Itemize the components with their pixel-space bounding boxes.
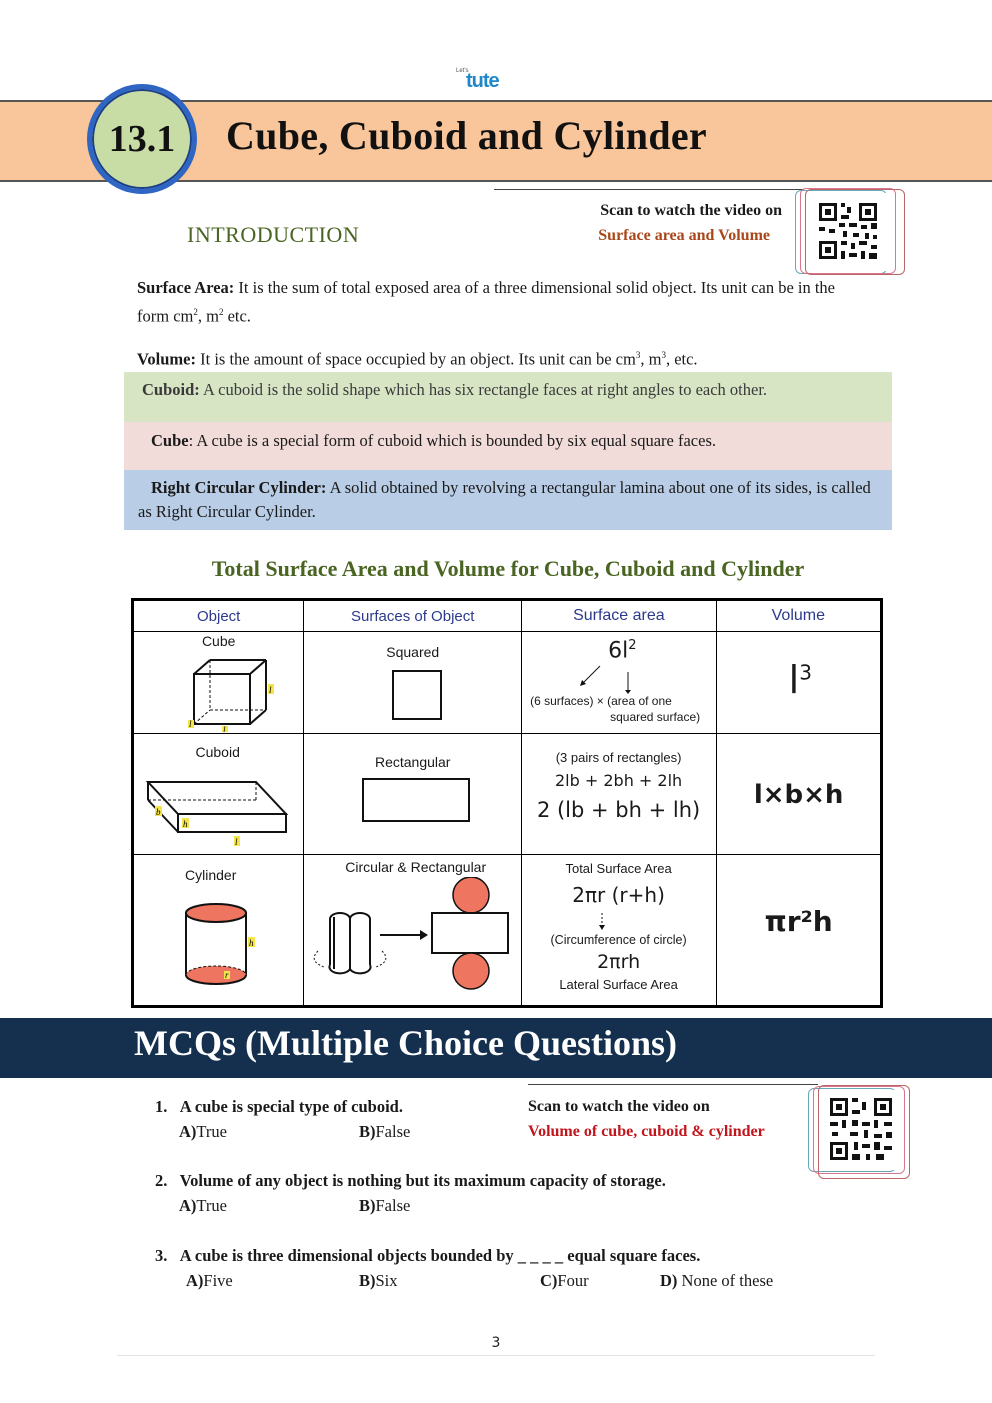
q2-option-b[interactable]: B)False (359, 1196, 411, 1215)
down-arrow-icon (594, 911, 614, 931)
cuboid-volume-formula: l×b×h (753, 780, 844, 811)
cube-object-cell (133, 632, 304, 734)
cylinder-label: Cylinder (185, 866, 237, 883)
header-volume: Volume (716, 600, 881, 632)
header-object: Object (133, 600, 304, 632)
cylinder-surface-label: Circular & Rectangular (345, 858, 487, 875)
qr-code-icon-2[interactable] (822, 1090, 902, 1170)
table-row-cylinder (133, 854, 882, 1006)
question-3: 3. A cube is three dimensional objects bounded by _ _ _ _ equal square faces. (155, 1246, 701, 1265)
cuboid-sa-formula1: 2lb + 2bh + 2lh (555, 771, 683, 791)
cuboid-surface-label: Rectangular (374, 754, 451, 771)
cuboid-object-cell (133, 734, 304, 854)
header-surfaces: Surfaces of Object (304, 600, 522, 632)
cylinder-surface-area-cell (522, 854, 717, 1006)
cylinder-volume-cell (716, 854, 881, 1006)
cylinder-sa-title: Total Surface Area (565, 860, 672, 876)
surface-area-definition: Surface Area: It is the sum of total exposed area of a three dimensional solid object. Its unit can be in the form $cm^2$, $m^2$ etc. (137, 278, 836, 326)
cuboid-drawing-icon (142, 770, 302, 850)
cube-sa-note2: squared surface) (610, 710, 701, 725)
svg-text:h: h (183, 819, 188, 830)
cuboid-label: Cuboid (195, 744, 240, 761)
svg-text:l: l (269, 685, 272, 696)
shapes-formula-table (131, 598, 883, 1008)
svg-text:l: l (189, 719, 192, 730)
q1-option-a[interactable]: A)True (179, 1122, 227, 1141)
cylinder-definition-band: Right Circular Cylinder: A solid obtained by revolving a rectangular lamina about one of its sides, is called as Right Circular Cylinder. (124, 470, 892, 530)
svg-text:r: r (225, 969, 229, 980)
table-title: Total Surface Area and Volume for Cube, Cuboid and Cylinder (211, 556, 805, 581)
cuboid-volume-cell (716, 734, 881, 854)
cube-definition-band: Cube: A cube is a special form of cuboid which is bounded by six equal square faces. (124, 422, 892, 470)
cube-volume-cell (716, 632, 881, 734)
rectangle-shape (362, 778, 470, 822)
question-2: 2. Volume of any object is nothing but its maximum capacity of storage. (155, 1171, 666, 1190)
cube-surface-label: Squared (386, 644, 440, 661)
scan-topic-link[interactable]: Surface area and Volume (598, 227, 770, 244)
cylinder-sa-formula2: 2πrh (597, 950, 641, 973)
cube-surface-cell (304, 632, 522, 734)
cube-sa-note1: (6 surfaces) × (area of one (530, 694, 672, 709)
scan-instruction-2: Scan to watch the video on (528, 1098, 710, 1115)
question-1: 1. A cube is special type of cuboid. (155, 1097, 403, 1116)
cylinder-net-icon (308, 877, 518, 1005)
cuboid-sa-formula2: 2 (lb + bh + lh) (536, 798, 701, 823)
scan-instruction: Scan to watch the video on (600, 202, 782, 219)
cuboid-definition-band: Cuboid: A cuboid is the solid shape which has six rectangle faces at right angles to each other. (124, 372, 892, 422)
cylinder-volume-formula: πr²h (764, 904, 833, 938)
cylinder-object-cell (133, 854, 304, 1006)
cylinder-sa-formula1: 2πr (r+h) (572, 882, 665, 907)
svg-text:l: l (223, 725, 226, 733)
square-shape (392, 670, 442, 720)
introduction-heading: INTRODUCTION (187, 222, 360, 247)
svg-text:b: b (156, 807, 161, 818)
svg-text:h: h (249, 937, 254, 948)
table-row-cuboid (133, 734, 882, 854)
scan-divider (494, 189, 804, 190)
cuboid-surface-area-cell (522, 734, 717, 854)
page-number: 3 (491, 1335, 501, 1351)
q2-option-a[interactable]: A)True (179, 1196, 227, 1215)
cylinder-sa-footer: Lateral Surface Area (559, 976, 678, 992)
q3-option-a[interactable]: A)Five (186, 1271, 233, 1290)
q1-option-b[interactable]: B)False (359, 1122, 411, 1141)
cube-volume-formula: $l^3$ (788, 658, 812, 703)
cube-drawing-icon (186, 654, 286, 732)
cylinder-drawing-icon (178, 901, 268, 991)
cube-surface-area-cell (522, 632, 717, 734)
q3-option-c[interactable]: C)Four (540, 1271, 589, 1290)
table-row-cube (133, 632, 882, 734)
qr-code-icon[interactable] (809, 193, 891, 271)
cylinder-sa-note: (Circumference of circle) (550, 932, 687, 947)
q3-option-d[interactable]: D) None of these (660, 1271, 774, 1290)
cuboid-surface-cell (304, 734, 522, 854)
header-surface-area: Surface area (522, 600, 717, 632)
cylinder-surface-cell (304, 854, 522, 1006)
mcq-title: MCQs (Multiple Choice Questions) (134, 1023, 677, 1063)
scan-divider-2 (528, 1084, 818, 1085)
scan-topic-link-2[interactable]: Volume of cube, cuboid & cylinder (528, 1123, 765, 1140)
cube-sa-arrows (552, 654, 672, 694)
footer-divider (117, 1355, 875, 1356)
cube-label: Cube (201, 633, 236, 650)
cube-sa-formula: $6l^2$ (608, 638, 637, 664)
svg-text:l: l (235, 837, 238, 848)
letstute-logo: Let's tute (456, 68, 499, 92)
chapter-number: 13.1 (108, 118, 176, 160)
cuboid-sa-note: (3 pairs of rectangles) (555, 750, 682, 766)
q3-option-b[interactable]: B)Six (359, 1271, 398, 1290)
chapter-title: Cube, Cuboid and Cylinder (226, 113, 707, 158)
volume-definition: Volume: It is the amount of space occupied by an object. Its unit can be $cm^3$, $m^3$, etc. (137, 349, 698, 369)
